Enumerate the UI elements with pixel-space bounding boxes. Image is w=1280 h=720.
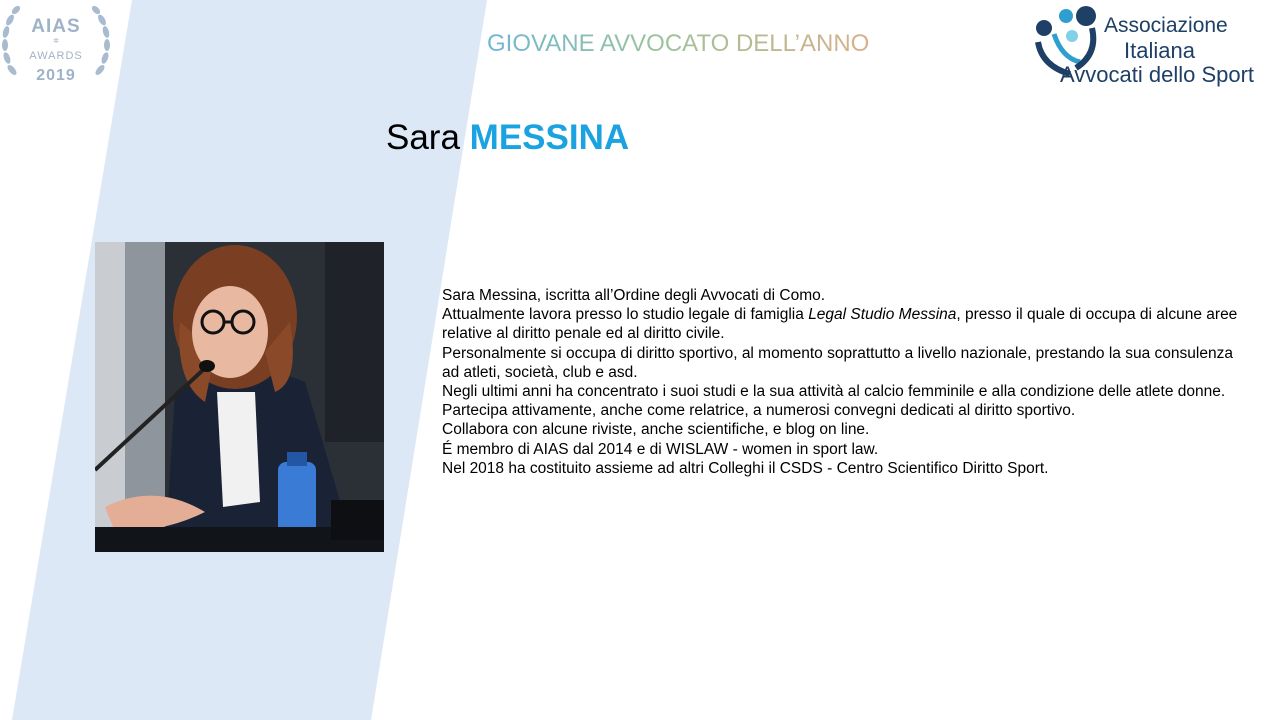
logo-line-3: Avvocati dello Sport: [1060, 62, 1255, 87]
bio-line: Personalmente si occupa di diritto sportivo, al momento soprattutto a livello nazionale, prestando la sua consulenza ad atleti, società, club e asd.: [442, 344, 1233, 381]
badge-ornament-icon: ✲: [53, 38, 59, 45]
award-title: GIOVANE AVVOCATO DELL’ANNO: [487, 30, 870, 57]
badge-subtitle: AWARDS: [29, 50, 83, 62]
studio-name: Legal Studio Messina: [808, 306, 957, 324]
badge-year: 2019: [36, 67, 76, 84]
bio-line: Nel 2018 ha costituito assieme ad altri Colleghi il CSDS - Centro Scientifico Diritto Sport.: [442, 459, 1049, 477]
person-name: [386, 118, 629, 158]
bio-line: Sara Messina, iscritta all’Ordine degli Avvocati di Como.: [442, 287, 826, 304]
aias-awards-badge: [0, 0, 118, 92]
last-name: MESSINA: [469, 118, 630, 157]
bio-text: , presso il quale di occupa di alcune aree relative al diritto penale ed al diritto civile.: [442, 306, 1238, 343]
badge-title: AIAS: [31, 16, 81, 37]
first-name: Sara: [386, 118, 460, 157]
bio-line: Negli ultimi anni ha concentrato i suoi studi e la sua attività al calcio femminile e alla condizione delle atlete donne.: [442, 383, 1226, 401]
bio-line: Partecipa attivamente, anche come relatrice, a numerosi convegni dedicati al diritto sportivo.: [442, 402, 1076, 420]
association-logo: [1032, 4, 1277, 94]
bio-line: Collabora con alcune riviste, anche scientifiche, e blog on line.: [442, 421, 870, 439]
bio-line: É membro di AIAS dal 2014 e di WISLAW - women in sport law.: [442, 440, 879, 458]
logo-line-2: Italiana: [1124, 38, 1195, 63]
logo-line-1: Associazione: [1104, 14, 1228, 37]
portrait-photo: [95, 242, 384, 552]
bio-line: [442, 305, 1242, 343]
biography-text: [442, 286, 1242, 478]
bio-text: Attualmente lavora presso lo studio legale di famiglia: [442, 306, 809, 324]
